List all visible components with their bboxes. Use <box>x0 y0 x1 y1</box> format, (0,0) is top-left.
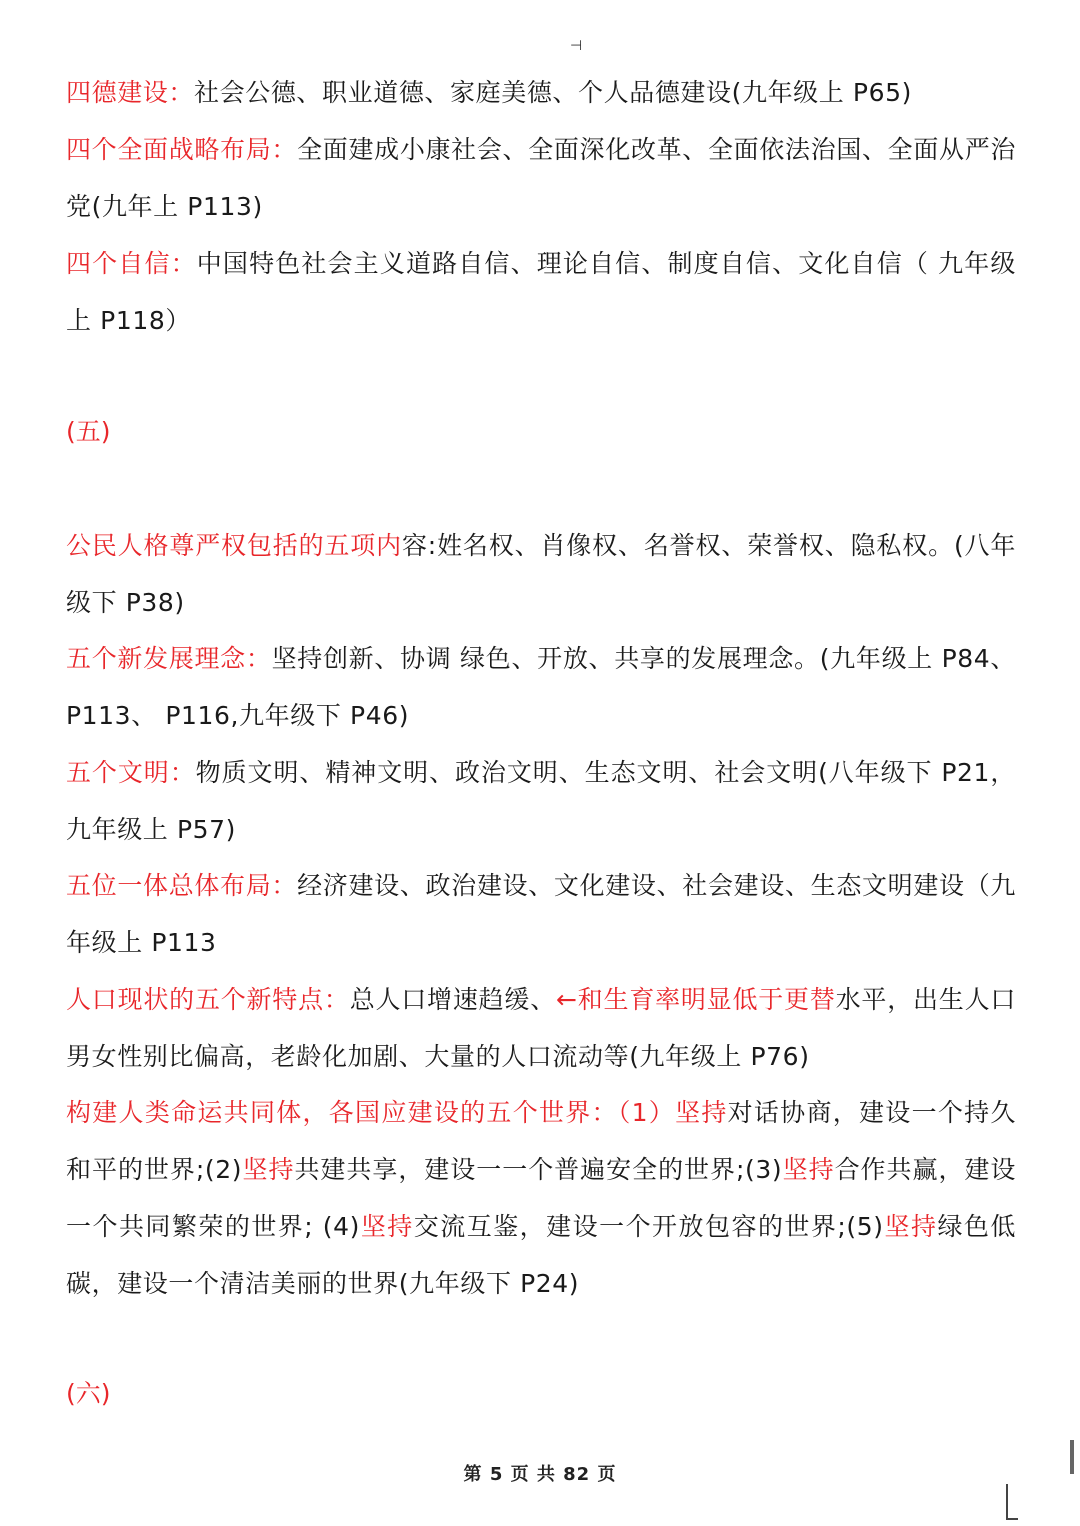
item-population <box>66 971 1016 1085</box>
item-body: 物质文明、精神文明、政治文明、生态文明、社会文明(八年级下 P21，九年级上 P57) <box>66 758 1016 844</box>
section-heading-six: (六) <box>66 1379 111 1408</box>
keyword-persist: 坚持 <box>675 1098 728 1127</box>
scan-corner-mark <box>1006 1484 1018 1520</box>
item-body: 水平，出生人口男女性别比偏高，老龄化加剧、大量的人口流动等(九年级上 P76) <box>66 985 1016 1071</box>
page-number-footer: 第 5 页 共 82 页 <box>463 1464 617 1485</box>
item-separator: ： <box>245 644 272 673</box>
item-five-development <box>66 630 1016 744</box>
item-body: 容:姓名权、肖像权、名誉权、荣誉权、隐私权。(八年级下 P38) <box>66 531 1016 617</box>
item-body: 交流互鉴，建设一个开放包容的世界;(5) <box>413 1212 884 1241</box>
item-five-civilizations <box>66 744 1016 858</box>
item-personal-dignity <box>66 517 1016 631</box>
item-label: 五个新发展理念 <box>66 644 246 673</box>
item-four-virtues <box>66 64 1016 121</box>
item-separator: ： <box>168 78 195 107</box>
item-body: 社会公德、职业道德、家庭美德、个人品德建设(九年级上 P65) <box>194 78 912 107</box>
item-label: 五位一体总体布局 <box>66 871 272 900</box>
item-four-comprehensive <box>66 121 1016 235</box>
keyword-persist: 坚持 <box>883 1212 938 1241</box>
item-body: 总人口增速趋缓、 <box>349 985 556 1014</box>
keyword-persist: 坚持 <box>782 1155 835 1184</box>
item-body: 绿色低碳，建设一个清洁美丽的世界(九年级下 P24) <box>66 1212 1016 1298</box>
item-label: 四德建设 <box>66 78 169 107</box>
item-label: 人口现状的五个新特点 <box>66 985 324 1014</box>
keyword-persist: 坚持 <box>359 1212 414 1241</box>
header-mark: ⊣ <box>570 38 583 54</box>
item-separator: ： <box>169 758 196 787</box>
item-five-in-one <box>66 857 1016 971</box>
keyword-persist: 坚持 <box>242 1155 295 1184</box>
scan-edge-mark <box>1070 1440 1074 1474</box>
section-heading-five: (五) <box>66 417 111 446</box>
item-five-worlds <box>66 1084 1016 1312</box>
item-separator: ： <box>271 135 298 164</box>
item-highlight: ←和生育率明显低于更替 <box>556 985 836 1014</box>
item-body: 合作共赢，建设一个共同繁荣的世界; (4) <box>66 1155 1017 1241</box>
item-separator: ： <box>323 985 350 1014</box>
item-label: 五个文明 <box>66 758 170 787</box>
item-body: 经济建设、政治建设、文化建设、社会建设、生态文明建设（九年级上 P113 <box>66 871 1016 957</box>
item-separator: ： <box>170 249 197 278</box>
item-label: 公民人格尊严权包括的五项内 <box>66 531 402 560</box>
item-separator: ： <box>271 871 298 900</box>
item-body: 中国特色社会主义道路自信、理论自信、制度自信、文化自信（ 九年级上 P118） <box>66 249 1016 335</box>
item-four-confidences <box>66 235 1016 349</box>
item-body: 对话协商，建设一个持久和平的世界;(2) <box>66 1098 1016 1184</box>
item-body: 共建共享，建设一一个普遍安全的世界;(3) <box>294 1155 783 1184</box>
item-body: 全面建成小康社会、全面深化改革、全面依法治国、全面从严治党(九年上 P113) <box>66 135 1016 221</box>
item-body: 坚持创新、协调 绿色、开放、共享的发展理念。(九年级上 P84、P113、 P116,九年级下 P46) <box>66 644 1016 730</box>
item-label: 四个全面战略布局 <box>66 135 272 164</box>
item-label: 构建人类命运共同体，各国应建设的五个世界：（1） <box>66 1098 676 1127</box>
item-label: 四个自信 <box>66 249 171 278</box>
